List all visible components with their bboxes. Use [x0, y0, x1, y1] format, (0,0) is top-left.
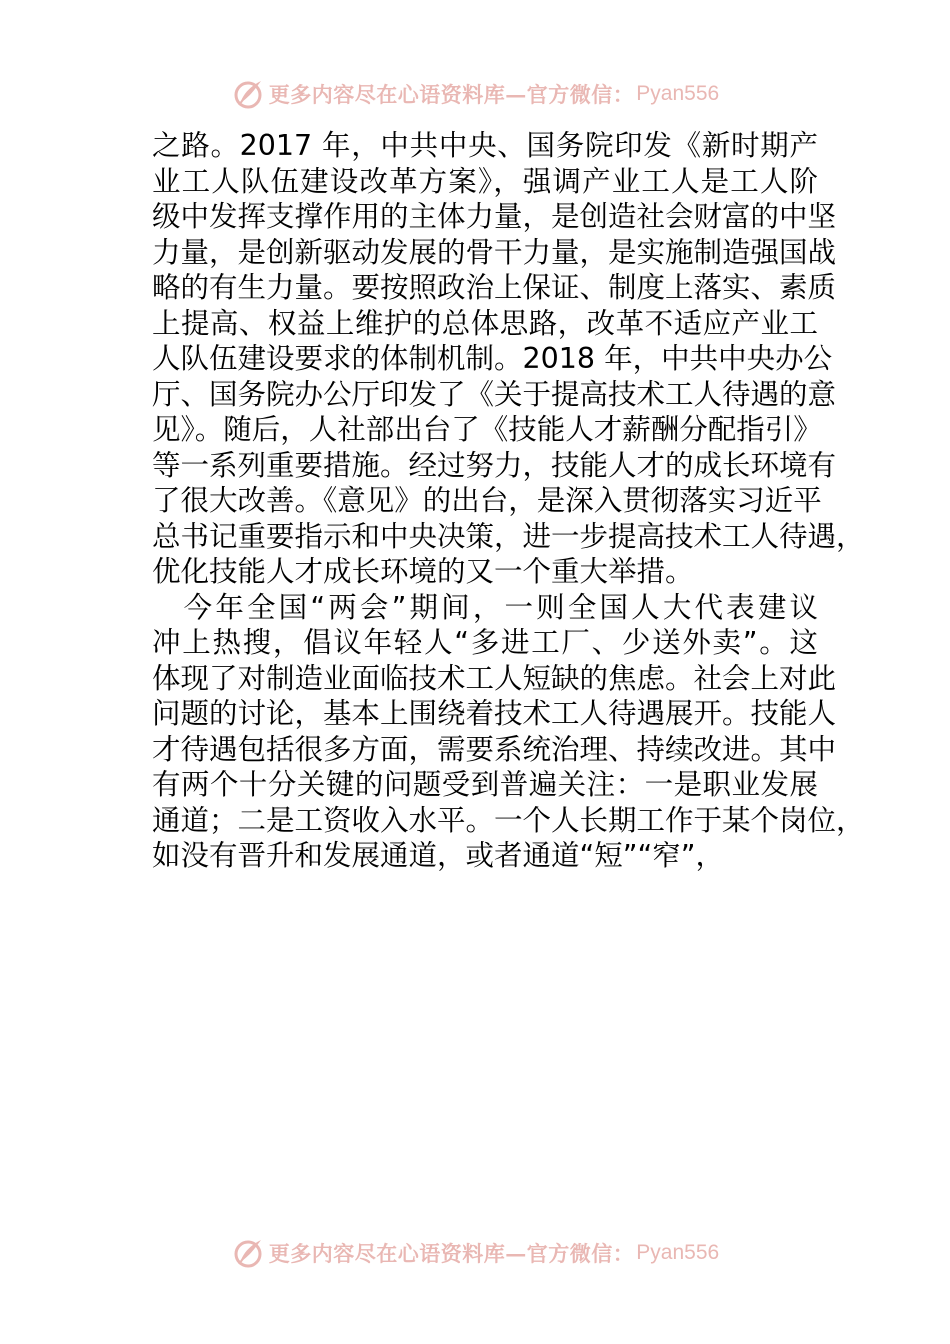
watermark-code: Pyan556 — [636, 82, 720, 105]
paragraph-1 — [152, 128, 865, 590]
text-line: 略的有生力量。要按照政治上保证、制度上落实、素质 — [152, 271, 837, 304]
text-line: 之路。2017 年，中共中央、国务院印发《新时期产 — [152, 129, 818, 162]
watermark-text: 更多内容尽在心语资料库—官方微信： — [268, 82, 635, 107]
text-line: 等一系列重要措施。经过努力，技能人才的成长环境有 — [152, 448, 837, 482]
text-line: 才待遇包括很多方面，需要系统治理、持续改进。其中 — [152, 732, 837, 766]
text-line: 问题的讨论，基本上围绕着技术工人待遇展开。技能人 — [152, 697, 837, 730]
header-watermark — [0, 74, 950, 114]
quill-logo-icon — [231, 1236, 265, 1270]
text-line: 体现了对制造业面临技术工人短缺的焦虑。社会上对此 — [152, 661, 837, 695]
text-line: 今年全国“两会”期间，一则全国人大代表建议 — [152, 590, 818, 624]
text-line: 业工人队伍建设改革方案》，强调产业工人是工人阶 — [152, 164, 818, 198]
text-line: 级中发挥支撑作用的主体力量，是创造社会财富的中坚 — [152, 200, 837, 233]
footer-watermark — [0, 1233, 950, 1273]
text-line: 如没有晋升和发展通道，或者通道“短”“窄”， — [152, 839, 725, 872]
quill-logo-icon — [231, 77, 265, 111]
text-line: 人队伍建设要求的体制机制。2018 年，中共中央办公 — [152, 342, 833, 375]
text-line: 厅、国务院办公厅印发了《关于提高技术工人待遇的意 — [152, 377, 837, 411]
text-line: 优化技能人才成长环境的又一个重大举措。 — [152, 555, 694, 588]
text-line: 上提高、权益上维护的总体思路，改革不适应产业工 — [152, 306, 818, 340]
paragraph-2 — [152, 590, 865, 874]
watermark-code: Pyan556 — [636, 1241, 720, 1264]
text-line: 通道；二是工资收入水平。一个人长期工作于某个岗位， — [152, 803, 865, 837]
text-line: 了很大改善。《意见》的出台，是深入贯彻落实习近平 — [152, 484, 822, 517]
text-line: 冲上热搜，倡议年轻人“多进工厂、少送外卖”。这 — [152, 626, 818, 659]
text-line: 见》。随后，人社部出台了《技能人才薪酬分配指引》 — [152, 413, 822, 446]
text-line: 有两个十分关键的问题受到普遍关注：一是职业发展 — [152, 768, 818, 801]
watermark-text: 更多内容尽在心语资料库—官方微信： — [268, 1241, 635, 1266]
text-line: 总书记重要指示和中央决策，进一步提高技术工人待遇， — [152, 519, 865, 553]
text-line: 力量，是创新驱动发展的骨干力量，是实施制造强国战 — [152, 235, 837, 269]
document-body — [152, 128, 865, 874]
